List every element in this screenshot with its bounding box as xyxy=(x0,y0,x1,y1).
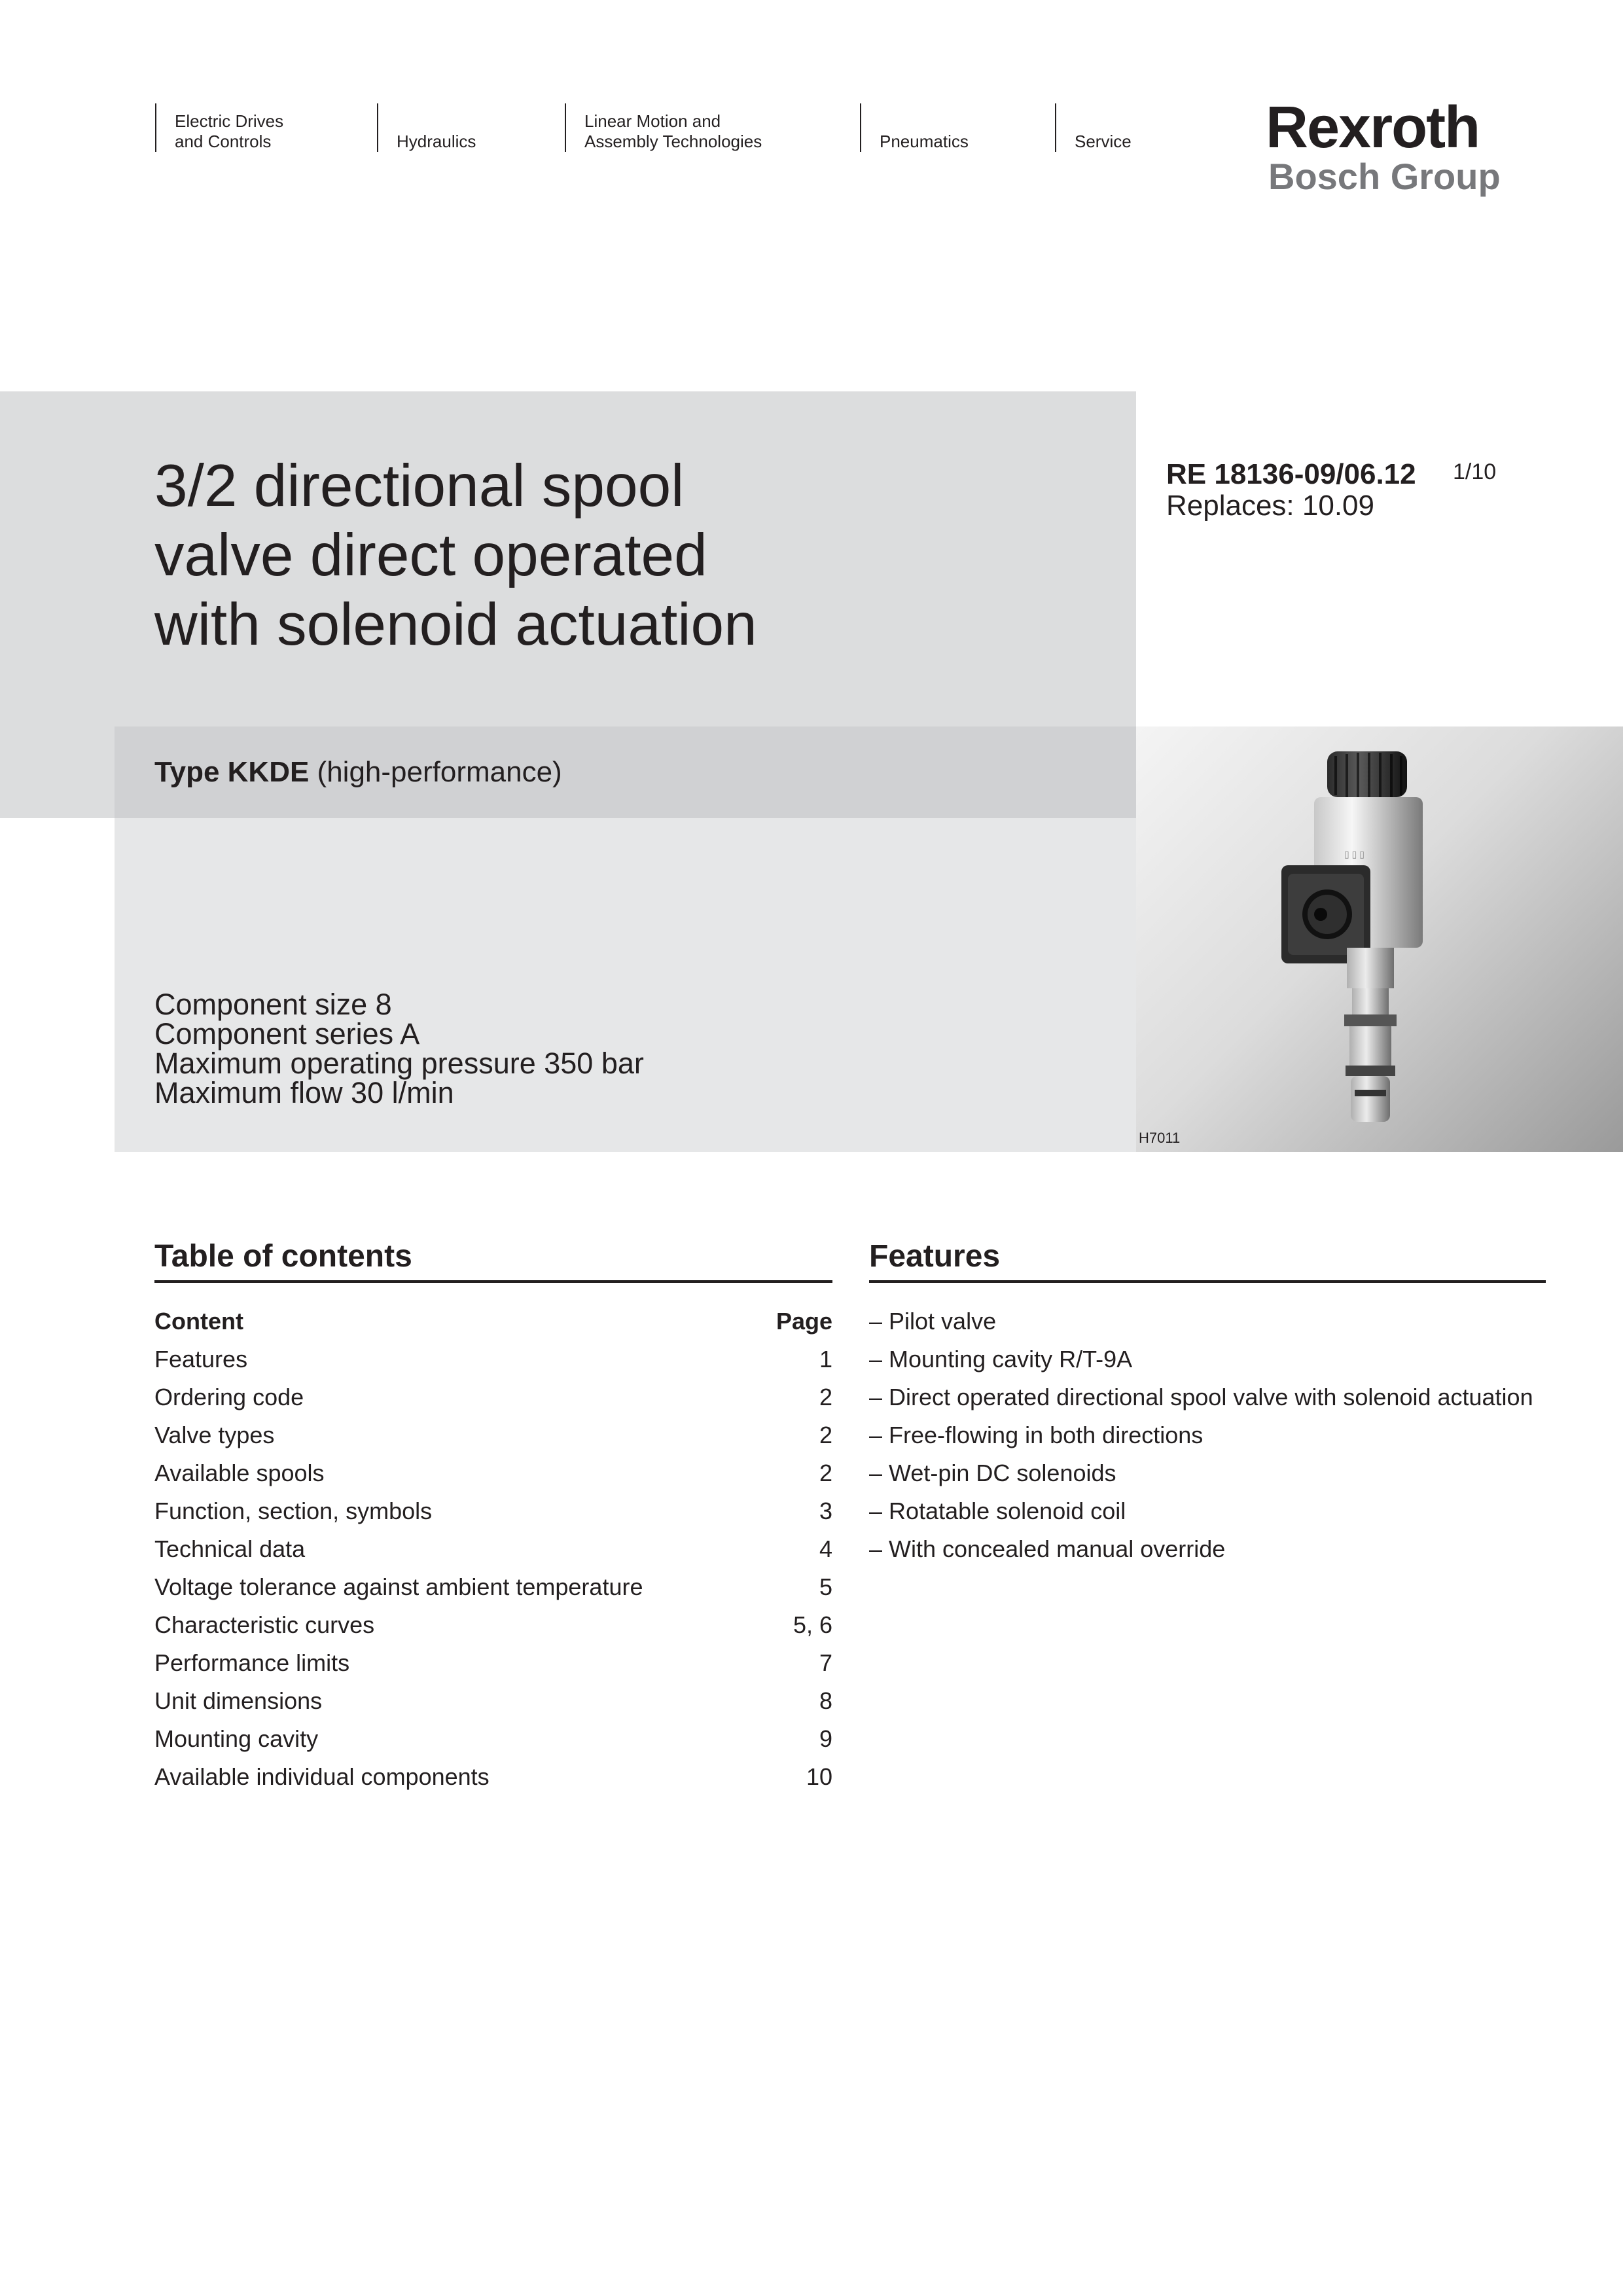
toc-row[interactable] xyxy=(154,1682,832,1720)
type-designation xyxy=(154,756,562,789)
toc-rows xyxy=(154,1340,832,1796)
toc-entry-label: Characteristic curves xyxy=(154,1611,375,1638)
toc-row[interactable] xyxy=(154,1416,832,1454)
rexroth-logo: Rexroth xyxy=(1266,95,1480,160)
toc-heading: Table of contents xyxy=(154,1239,412,1274)
toc-entry-label: Valve types xyxy=(154,1422,275,1448)
toc-entry-page: 1 xyxy=(819,1346,832,1372)
features-heading-rule xyxy=(869,1280,1546,1283)
toc-entry-label: Technical data xyxy=(154,1535,306,1562)
document-number: RE 18136-09/06.12 xyxy=(1166,458,1416,490)
feature-item: – Direct operated directional spool valve with solenoid actuation xyxy=(869,1384,1533,1410)
feature-item: – Mounting cavity R/T-9A xyxy=(869,1346,1133,1372)
nav-service[interactable] xyxy=(1055,103,1186,152)
toc-entry-page: 2 xyxy=(819,1422,832,1448)
toc-row[interactable] xyxy=(154,1606,832,1644)
toc-heading-rule xyxy=(154,1280,832,1283)
title-line: with solenoid actuation xyxy=(154,592,757,658)
spec-line: Maximum operating pressure 350 bar xyxy=(154,1047,644,1080)
type-description: (high-performance) xyxy=(309,756,562,788)
toc-row[interactable] xyxy=(154,1568,832,1606)
toc-row[interactable] xyxy=(154,1492,832,1530)
toc-entry-page: 3 xyxy=(819,1498,832,1524)
features-heading: Features xyxy=(869,1239,1001,1274)
nav-linear-motion[interactable] xyxy=(565,103,853,152)
type-name: Type KKDE xyxy=(154,756,310,788)
toc-row[interactable] xyxy=(154,1454,832,1492)
nav-label: Hydraulics xyxy=(397,132,476,151)
table-of-contents xyxy=(154,1302,832,1796)
nav-label: Linear Motion and xyxy=(584,111,721,131)
nav-electric-drives[interactable] xyxy=(155,103,371,152)
toc-entry-page: 7 xyxy=(819,1649,832,1676)
spec-line: Component series A xyxy=(154,1017,420,1050)
toc-entry-label: Available individual components xyxy=(154,1763,490,1790)
nav-label: Electric Drives xyxy=(175,111,284,131)
title-panel-extension xyxy=(0,726,115,818)
toc-row[interactable] xyxy=(154,1720,832,1758)
toc-entry-page: 5, 6 xyxy=(793,1611,832,1638)
toc-entry-label: Ordering code xyxy=(154,1384,304,1410)
toc-entry-label: Available spools xyxy=(154,1460,325,1486)
feature-item: – Pilot valve xyxy=(869,1308,997,1335)
toc-col-content: Content xyxy=(154,1308,243,1335)
toc-row[interactable] xyxy=(154,1340,832,1378)
nav-label: and Controls xyxy=(175,132,272,151)
document-title xyxy=(154,452,757,660)
feature-item: – Wet-pin DC solenoids xyxy=(869,1460,1116,1486)
toc-entry-page: 9 xyxy=(819,1725,832,1752)
toc-entry-label: Mounting cavity xyxy=(154,1725,319,1752)
nav-pneumatics[interactable] xyxy=(860,103,1050,152)
title-line: valve direct operated xyxy=(154,522,707,588)
toc-header-row xyxy=(154,1302,832,1340)
toc-entry-label: Voltage tolerance against ambient temperature xyxy=(154,1573,643,1600)
photo-reference-id: H7011 xyxy=(1139,1130,1181,1146)
toc-entry-page: 10 xyxy=(806,1763,832,1790)
toc-row[interactable] xyxy=(154,1378,832,1416)
feature-item: – With concealed manual override xyxy=(869,1535,1226,1562)
toc-col-page: Page xyxy=(776,1308,832,1335)
toc-row[interactable] xyxy=(154,1758,832,1796)
toc-entry-page: 2 xyxy=(819,1460,832,1486)
valve-product-photo xyxy=(1136,726,1623,1152)
feature-item: – Rotatable solenoid coil xyxy=(869,1498,1126,1524)
toc-entry-page: 5 xyxy=(819,1573,832,1600)
toc-entry-page: 4 xyxy=(819,1535,832,1562)
features-list xyxy=(869,1302,1543,1568)
coil-label-print: ▯ ▯ ▯ xyxy=(1344,849,1364,859)
bosch-group-logo: Bosch Group xyxy=(1268,156,1501,197)
solenoid-valve-illustration xyxy=(1136,726,1623,1152)
nav-label: Pneumatics xyxy=(880,132,969,151)
spec-line: Component size 8 xyxy=(154,988,392,1021)
nav-label: Service xyxy=(1075,132,1132,151)
feature-item: – Free-flowing in both directions xyxy=(869,1422,1204,1448)
toc-entry-label: Performance limits xyxy=(154,1649,350,1676)
spec-line: Maximum flow 30 l/min xyxy=(154,1076,454,1109)
nav-hydraulics[interactable] xyxy=(377,103,560,152)
specs-list xyxy=(154,990,644,1107)
toc-entry-page: 2 xyxy=(819,1384,832,1410)
toc-entry-label: Features xyxy=(154,1346,248,1372)
title-line: 3/2 directional spool xyxy=(154,453,685,519)
toc-entry-page: 8 xyxy=(819,1687,832,1714)
toc-entry-label: Function, section, symbols xyxy=(154,1498,433,1524)
replaces-text: Replaces: 10.09 xyxy=(1166,490,1374,522)
toc-entry-label: Unit dimensions xyxy=(154,1687,323,1714)
toc-row[interactable] xyxy=(154,1530,832,1568)
page-number: 1/10 xyxy=(1453,459,1497,484)
toc-row[interactable] xyxy=(154,1644,832,1682)
nav-label: Assembly Technologies xyxy=(584,132,762,151)
